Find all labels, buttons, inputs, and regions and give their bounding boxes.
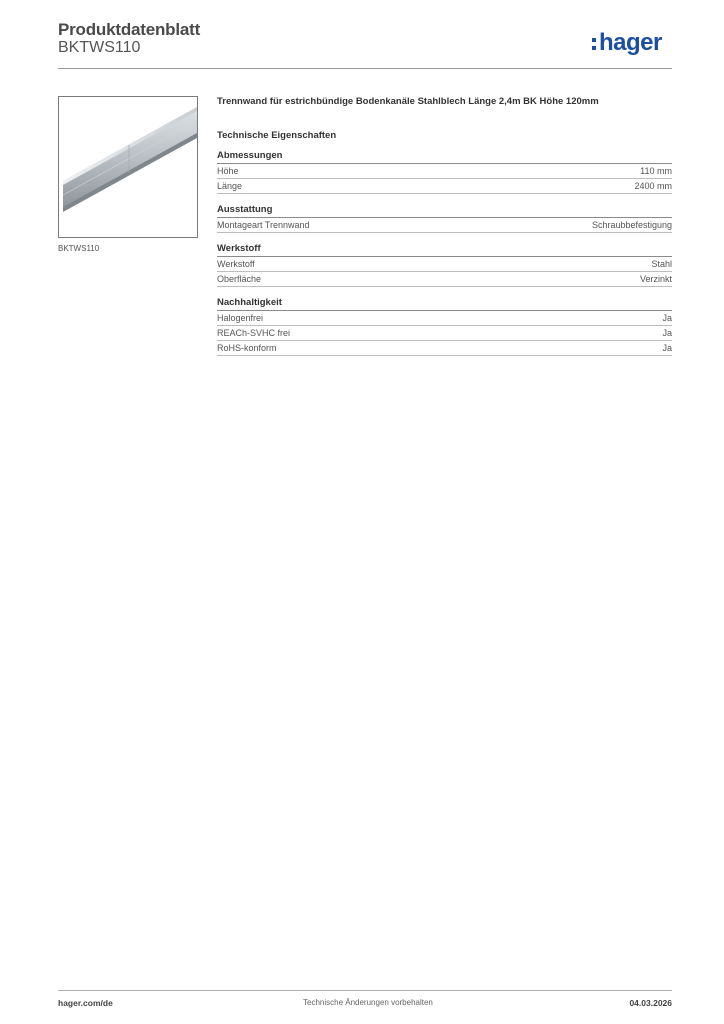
property-value: Verzinkt	[639, 274, 672, 284]
property-value: Ja	[662, 343, 672, 353]
property-value: Ja	[662, 328, 672, 338]
logo-dots-icon	[592, 38, 596, 50]
property-value: Stahl	[651, 259, 672, 269]
article-number: BKTWS110	[58, 39, 141, 56]
property-label: REACh-SVHC frei	[217, 328, 291, 338]
steel-profile-illustration	[59, 97, 197, 237]
footer-divider	[58, 990, 672, 991]
property-value: Ja	[662, 313, 672, 323]
property-value: 2400 mm	[634, 181, 672, 191]
property-value: Schraubbefestigung	[591, 220, 672, 230]
section-title: Werkstoff	[217, 243, 672, 257]
logo-text: hager	[599, 29, 662, 56]
property-value: 110 mm	[640, 166, 672, 176]
section-title: Nachhaltigkeit	[217, 297, 672, 311]
section-title: Ausstattung	[217, 204, 672, 218]
property-row	[217, 164, 672, 179]
hager-logo	[592, 30, 662, 56]
property-label: Oberfläche	[217, 274, 262, 284]
property-row	[217, 311, 672, 326]
image-caption: BKTWS110	[58, 244, 100, 253]
section-dimensions	[217, 150, 672, 194]
property-row	[217, 179, 672, 194]
property-label: RoHS-konform	[217, 343, 277, 353]
property-row	[217, 341, 672, 356]
property-row	[217, 326, 672, 341]
footer-website-link[interactable]: hager.com/de	[58, 998, 113, 1008]
product-title: Trennwand für estrichbündige Bodenkanäle Stahlblech Länge 2,4m BK Höhe 120mm	[217, 96, 599, 107]
property-label: Montageart Trennwand	[217, 220, 310, 230]
page-title: Produktdatenblatt	[58, 20, 201, 39]
product-details	[217, 96, 672, 356]
property-row	[217, 257, 672, 272]
property-row	[217, 272, 672, 287]
property-row	[217, 218, 672, 233]
product-image	[58, 96, 198, 238]
footer-date: 04.03.2026	[629, 998, 672, 1008]
section-material	[217, 243, 672, 287]
property-label: Länge	[217, 181, 243, 191]
section-sustainability	[217, 297, 672, 356]
footer-notice: Technische Änderungen vorbehalten	[303, 998, 433, 1007]
property-label: Halogenfrei	[217, 313, 264, 323]
property-label: Höhe	[217, 166, 239, 176]
section-title: Abmessungen	[217, 150, 672, 164]
section-equipment	[217, 204, 672, 233]
technical-properties-heading: Technische Eigenschaften	[217, 130, 337, 141]
property-label: Werkstoff	[217, 259, 255, 269]
header-divider	[58, 68, 672, 69]
